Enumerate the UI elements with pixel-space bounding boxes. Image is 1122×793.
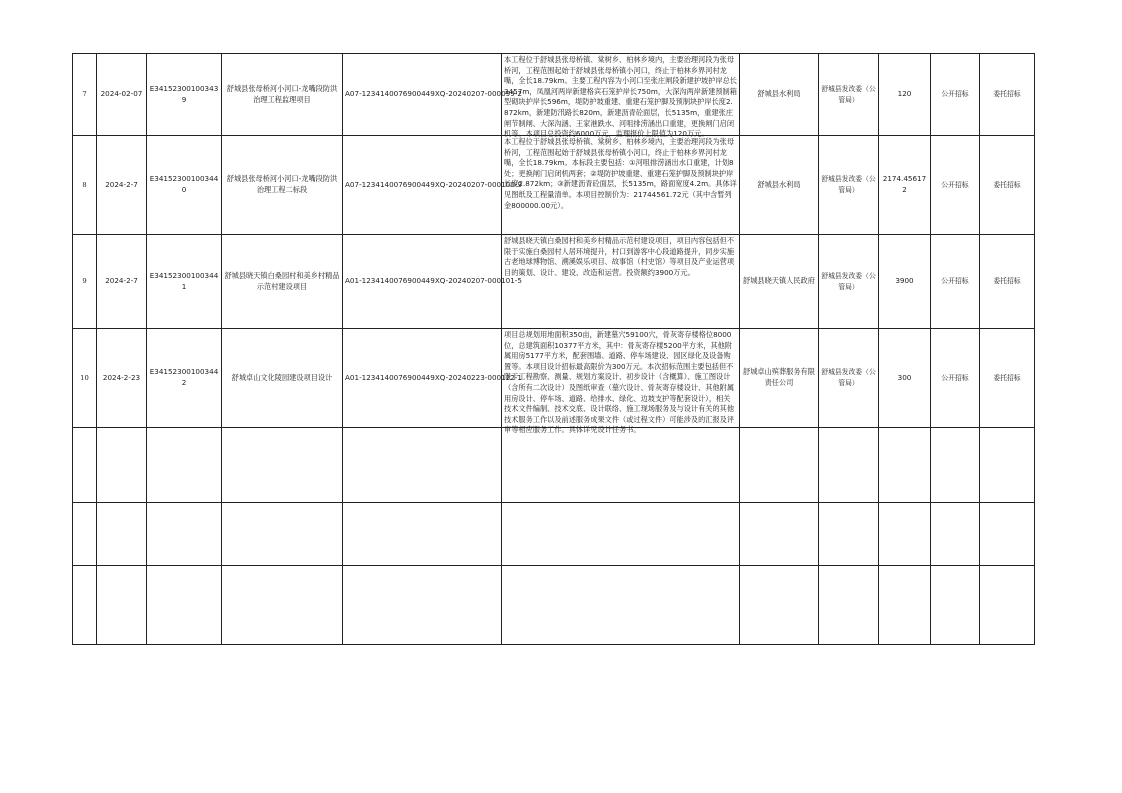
row-bid-code xyxy=(343,566,502,645)
row-amount: 120 xyxy=(879,54,931,136)
row-owner: 舒城县晓天镇人民政府 xyxy=(740,235,819,329)
row-description: 舒城县晓天镇白桑园村和美乡村精品示范村建设项目，项目内容包括但不限于实施白桑园村人居环境提升，村口到游客中心段道路提升，同步实施古老地球博物馆、溯溪娱乐项目、故事馆（村史馆）等项目及产业运营项目的策划、设计、建设、改造和运营。投资额约3900万元。 xyxy=(502,235,740,329)
row-project-name: 舒城县张母桥河小河口-龙嘴段防洪治理工程二标段 xyxy=(222,136,343,235)
row-project-code: E341523001003441 xyxy=(147,235,222,329)
row-method xyxy=(931,566,980,645)
row-method: 公开招标 xyxy=(931,54,980,136)
row-number: 8 xyxy=(73,136,97,235)
empty-table-row xyxy=(73,566,1035,645)
row-project-name: 舒城县晓天镇白桑园村和美乡村精品示范村建设项目 xyxy=(222,235,343,329)
row-project-code xyxy=(147,503,222,566)
row-project-code: E341523001003442 xyxy=(147,329,222,428)
row-project-name: 舒城县张母桥河小河口-龙嘴段防洪治理工程监理项目 xyxy=(222,54,343,136)
row-project-code: E341523001003440 xyxy=(147,136,222,235)
row-amount: 3900 xyxy=(879,235,931,329)
row-form: 委托招标 xyxy=(980,54,1035,136)
row-date xyxy=(97,503,147,566)
row-description: 本工程位于舒城县张母桥镇、棠树乡、柏林乡境内，主要治理河段为张母桥河，工程范围起始于舒城县张母桥镇小河口，终止于柏林乡界河村龙嘴，全长18.79km。本标段主要包括：①河咀排涝涵出水口重建，计划8处；更换闸门启闭机两套；②堤防护坡重建、重建石笼护脚及预制块护岸长度2.872km；③新建沥青砼面层，长5135m，路面宽度4.2m。具体详见图纸及工程量清单。本项目控制价为：21744561.72元（其中含暂列金800000.00元）。 xyxy=(502,136,740,235)
row-approver xyxy=(819,503,879,566)
table-row xyxy=(73,329,1035,428)
row-method: 公开招标 xyxy=(931,329,980,428)
row-method: 公开招标 xyxy=(931,136,980,235)
row-form: 委托招标 xyxy=(980,136,1035,235)
row-date: 2024-2-7 xyxy=(97,235,147,329)
row-amount xyxy=(879,428,931,503)
table-row xyxy=(73,235,1035,329)
table-body xyxy=(73,54,1035,645)
row-description: 本工程位于舒城县张母桥镇、棠树乡、柏林乡境内，主要治理河段为张母桥河，工程范围起始于舒城县张母桥镇小河口，终止于柏林乡界河村龙嘴，全长18.79km。主要工程内容为小河口至张庄闸段新建护坡护岸总长3457m，凤凰河两岸新建格宾石笼护岸长750m，大深沟两岸新建预制箱型砌块护岸长596m，堤防护坡重建、重建石笼护脚及预制块护岸长度2.872km，新建防汛路长820m，新建沥青砼面层，长5135m，重建张庄闸节制闸、大深沟涵、王家港跌水、河咀排涝涵出口重建，更换闸门启闭机等。本项目总投资约6000万元，监理报价上限值为120万元。 xyxy=(502,54,740,136)
row-approver: 舒城县发改委（公管局） xyxy=(819,235,879,329)
row-form: 委托招标 xyxy=(980,329,1035,428)
row-amount: 300 xyxy=(879,329,931,428)
row-approver xyxy=(819,566,879,645)
row-bid-code xyxy=(343,428,502,503)
row-project-code xyxy=(147,428,222,503)
row-owner: 舒城县水利局 xyxy=(740,54,819,136)
row-form xyxy=(980,566,1035,645)
row-bid-code xyxy=(343,503,502,566)
row-amount xyxy=(879,566,931,645)
row-number xyxy=(73,428,97,503)
row-method xyxy=(931,428,980,503)
row-method: 公开招标 xyxy=(931,235,980,329)
row-project-code: E341523001003439 xyxy=(147,54,222,136)
table-row xyxy=(73,136,1035,235)
row-owner xyxy=(740,428,819,503)
row-description xyxy=(502,503,740,566)
row-number: 7 xyxy=(73,54,97,136)
row-number xyxy=(73,566,97,645)
row-description xyxy=(502,566,740,645)
row-bid-code: A07-1234140076900449XQ-20240207-000099-2 xyxy=(343,54,502,136)
row-date: 2024-2-7 xyxy=(97,136,147,235)
row-number xyxy=(73,503,97,566)
row-approver xyxy=(819,428,879,503)
row-amount xyxy=(879,503,931,566)
table-row xyxy=(73,54,1035,136)
row-date xyxy=(97,428,147,503)
row-approver: 舒城县发改委（公管局） xyxy=(819,136,879,235)
empty-table-row xyxy=(73,428,1035,503)
empty-table-row xyxy=(73,503,1035,566)
row-project-name xyxy=(222,503,343,566)
row-project-name xyxy=(222,566,343,645)
row-date: 2024-2-23 xyxy=(97,329,147,428)
row-date xyxy=(97,566,147,645)
row-project-name: 舒城卓山文化陵园建设项目设计 xyxy=(222,329,343,428)
row-amount: 2174.456172 xyxy=(879,136,931,235)
row-owner xyxy=(740,566,819,645)
row-owner xyxy=(740,503,819,566)
row-form: 委托招标 xyxy=(980,235,1035,329)
row-method xyxy=(931,503,980,566)
row-bid-code: A01-1234140076900449XQ-20240223-000122-1 xyxy=(343,329,502,428)
row-date: 2024-02-07 xyxy=(97,54,147,136)
procurement-table xyxy=(72,53,1035,645)
row-approver: 舒城县发改委（公管局） xyxy=(819,329,879,428)
row-owner: 舒城县水利局 xyxy=(740,136,819,235)
row-form xyxy=(980,503,1035,566)
row-description: 项目总规划用地面积350亩，新建墓穴59100穴，骨灰寄存楼格位8000位，总建筑面积10377平方米，其中：骨灰寄存楼5200平方米，其他附属用房5177平方米，配套围墙、道路、停车场建设、园区绿化及设备购置等。本项目设计招标最高限价为300万元。本次招标范围主要包括但不限于工程勘察、测量、规划方案设计、初步设计（含概算）、施工图设计（含所有二次设计）及图纸审查（墓穴设计、骨灰寄存楼设计、其他附属用房设计、停车场、道路、给排水、绿化、边坡支护等配套设计），相关技术文件编制、技术交底、设计联络、施工现场服务及与设计有关的其他技术服务工作以及前述服务成果文件（或过程文件）可能涉及的汇报及评审等相应服务工作。具体详见设计任务书。 xyxy=(502,329,740,428)
row-form xyxy=(980,428,1035,503)
row-bid-code: A07-1234140076900449XQ-20240207-000100-9 xyxy=(343,136,502,235)
row-project-code xyxy=(147,566,222,645)
row-approver: 舒城县发改委（公管局） xyxy=(819,54,879,136)
row-number: 9 xyxy=(73,235,97,329)
row-bid-code: A01-1234140076900449XQ-20240207-000101-5 xyxy=(343,235,502,329)
row-description xyxy=(502,428,740,503)
row-project-name xyxy=(222,428,343,503)
row-owner: 舒城卓山殡葬服务有限责任公司 xyxy=(740,329,819,428)
row-number: 10 xyxy=(73,329,97,428)
